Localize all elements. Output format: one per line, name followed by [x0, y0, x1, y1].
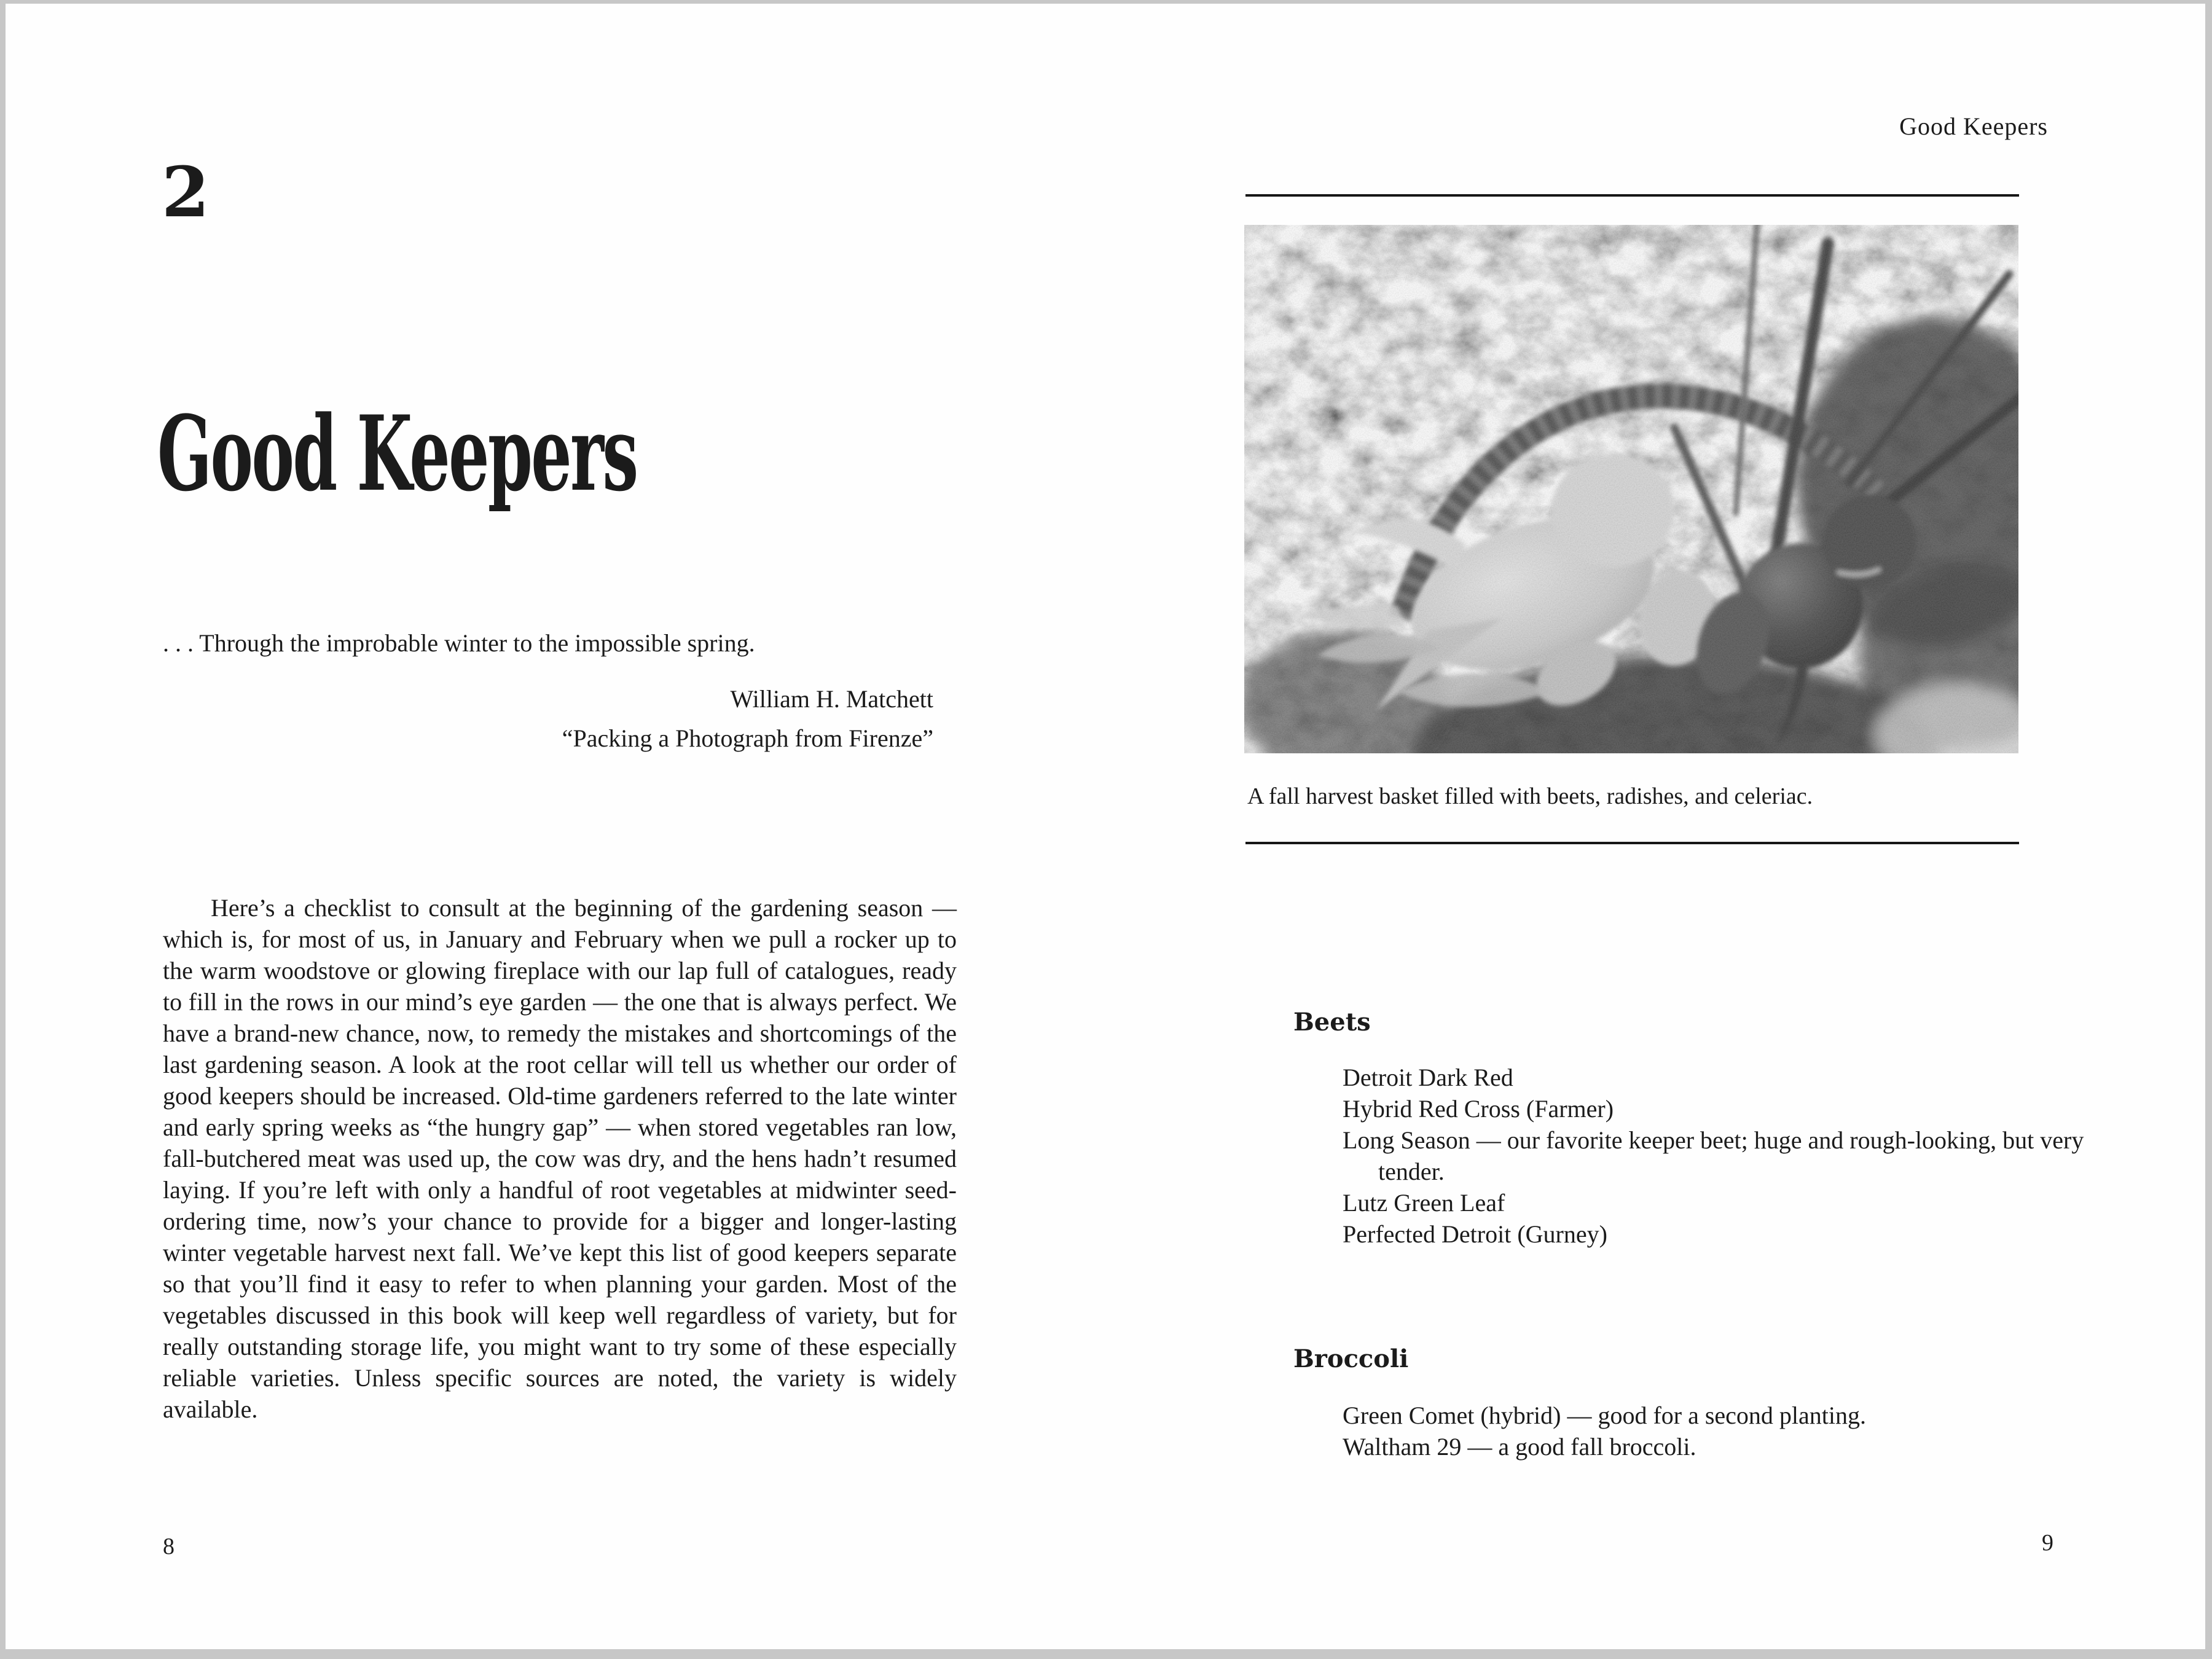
page-number-right: 9 [2042, 1530, 2053, 1556]
attribution-author: William H. Matchett [730, 685, 933, 713]
beets-variety-list [1343, 1062, 2108, 1250]
list-item: Hybrid Red Cross (Farmer) [1343, 1095, 1614, 1123]
list-item: Perfected Detroit (Gurney) [1343, 1220, 1607, 1248]
body-paragraph: Here’s a checklist to consult at the beginning of the gardening season — which is, for most of us, in January and February when we pull a rocker up to the warm woodstove or glowing fireplace with our lap full of catalogues, ready to fill in the rows in our mind’s eye garden — the one that is always perfect. We have a brand-new chance, now, to remedy the mistakes and shortcomings of the last gardening season. A look at the root cellar will tell us whether our order of good keepers should be increased. Old-time gardeners referred to the late winter and early spring weeks as “the hungry gap” — when stored vegetables ran low, fall-butchered meat was used up, the cow was dry, and the hens hadn’t resumed laying. If you’re left with only a handful of root vegetables at midwinter seed-ordering time, now’s your chance to provide for a bigger and longer-lasting winter vegetable harvest next fall. We’ve kept this list of good keepers separate so that you’ll find it easy to refer to when planning your garden. Most of the vegetables discussed in this book will keep well regardless of variety, but for really outstanding storage life, you might want to try some of these especially reliable varieties. Unless specific sources are noted, the variety is widely available. [163, 894, 957, 1423]
book-spread [6, 4, 2205, 1649]
harvest-basket-photo [1244, 225, 2018, 753]
list-item: Long Season — our favorite keeper beet; huge and rough-looking, but very tender. [1343, 1126, 2084, 1185]
list-item: Green Comet (hybrid) — good for a second planting. [1343, 1402, 1867, 1429]
list-item: Waltham 29 — a good fall broccoli. [1343, 1433, 1696, 1461]
broccoli-variety-list [1343, 1400, 2108, 1462]
chapter-number: 2 [162, 152, 210, 233]
epigraph-attribution [350, 680, 933, 758]
page-number-left: 8 [163, 1534, 175, 1559]
top-rule [1245, 194, 2019, 197]
photo-caption: A fall harvest basket filled with beets, radishes, and celeriac. [1247, 783, 1813, 809]
chapter-title: Good Keepers [157, 393, 637, 514]
epigraph: . . . Through the improbable winter to the impossible spring. [163, 629, 755, 657]
list-item: Detroit Dark Red [1343, 1064, 1513, 1091]
running-header: Good Keepers [1899, 112, 2048, 140]
list-item: Lutz Green Leaf [1343, 1189, 1505, 1217]
section-heading-broccoli: Broccoli [1293, 1344, 1409, 1373]
attribution-work-title: “Packing a Photograph from Firenze” [562, 724, 933, 752]
harvest-basket-photo-art [1244, 225, 2018, 753]
section-heading-beets: Beets [1293, 1008, 1371, 1037]
bottom-rule [1245, 842, 2019, 844]
